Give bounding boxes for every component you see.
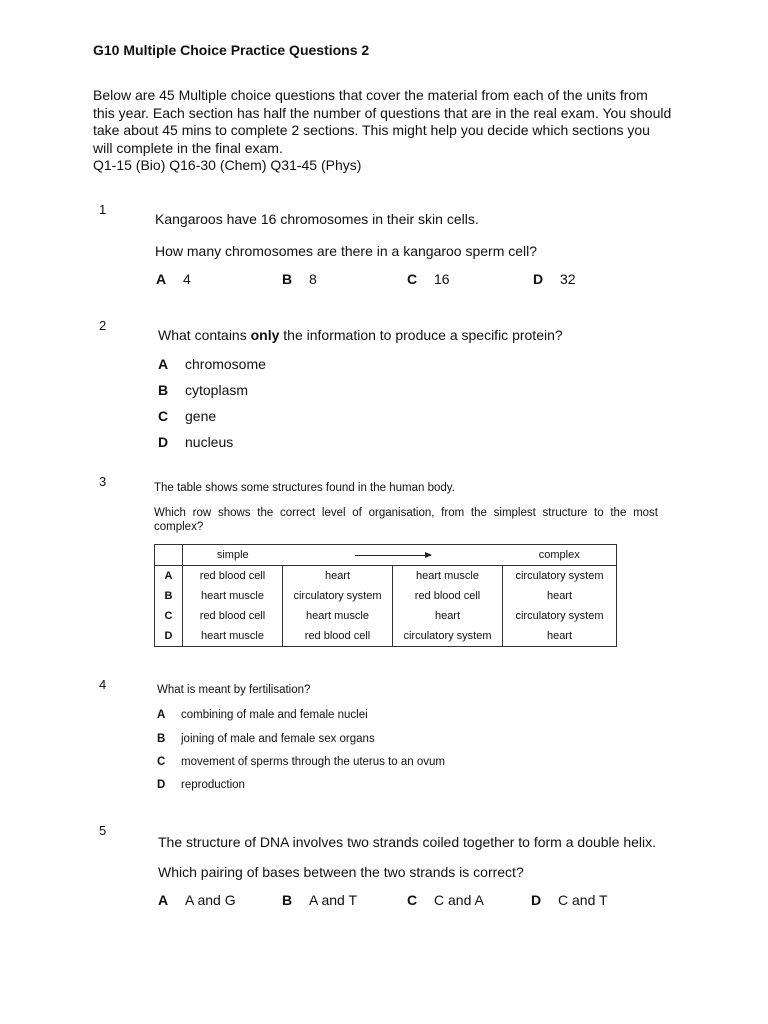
option-text: nucleus: [185, 434, 234, 450]
table-cell: circulatory system: [283, 586, 393, 606]
row-letter: D: [155, 626, 183, 647]
question-1-number: 1: [99, 202, 107, 217]
question-5-option-a[interactable]: [158, 892, 236, 908]
question-2-option-c[interactable]: [158, 408, 216, 424]
question-5-option-b[interactable]: [282, 892, 357, 908]
option-letter: B: [157, 733, 166, 745]
option-text: 32: [560, 271, 576, 287]
option-text: combining of male and female nuclei: [181, 709, 368, 721]
question-4-option-b[interactable]: [157, 733, 375, 745]
intro-text: [93, 87, 673, 175]
table-row-d[interactable]: [155, 626, 617, 647]
question-1-stem-line-1: Kangaroos have 16 chromosomes in their skin cells.: [155, 211, 479, 227]
option-text: movement of sperms through the uterus to an ovum: [181, 756, 445, 768]
stem-emphasis: only: [250, 327, 280, 343]
table-cell: red blood cell: [183, 606, 283, 626]
question-5-option-d[interactable]: [531, 892, 608, 908]
table-cell: circulatory system: [503, 606, 617, 626]
question-2-option-b[interactable]: [158, 382, 248, 398]
option-letter: D: [158, 434, 169, 450]
table-row-a[interactable]: [155, 566, 617, 587]
option-text: C and T: [558, 892, 608, 908]
question-3-stem: Which row shows the correct level of organisation, from the simplest structure to the most complex?: [154, 507, 658, 533]
table-header-simple: simple: [183, 545, 283, 566]
table-cell: heart muscle: [183, 626, 283, 647]
question-2-option-d[interactable]: [158, 434, 233, 450]
option-text: C and A: [434, 892, 484, 908]
option-letter: A: [158, 892, 169, 908]
table-header-blank: [155, 545, 183, 566]
option-letter: B: [282, 892, 293, 908]
table-cell: heart: [283, 566, 393, 587]
question-2-number: 2: [99, 318, 107, 333]
option-letter: C: [157, 756, 166, 768]
option-letter: C: [158, 408, 169, 424]
table-header-complex: complex: [503, 545, 617, 566]
question-5-stem-line-2: Which pairing of bases between the two strands is correct?: [158, 864, 524, 880]
table-cell: heart muscle: [283, 606, 393, 626]
option-letter: C: [407, 271, 418, 287]
row-letter: B: [155, 586, 183, 606]
option-letter: D: [531, 892, 542, 908]
question-4-stem: What is meant by fertilisation?: [157, 684, 311, 696]
option-text: A and G: [185, 892, 236, 908]
question-5-option-c[interactable]: [407, 892, 484, 908]
question-1-option-d[interactable]: [533, 271, 576, 287]
question-1-option-c[interactable]: [407, 271, 450, 287]
question-1-option-b[interactable]: [282, 271, 317, 287]
option-text: 4: [183, 271, 191, 287]
table-cell: heart muscle: [183, 586, 283, 606]
option-text: cytoplasm: [185, 382, 249, 398]
question-5-stem-line-1: The structure of DNA involves two strands coiled together to form a double helix.: [158, 834, 657, 850]
question-4-number: 4: [99, 677, 107, 692]
option-text: 8: [309, 271, 317, 287]
question-3-intro: The table shows some structures found in the human body.: [154, 482, 455, 494]
option-letter: A: [158, 356, 169, 372]
row-letter: A: [155, 566, 183, 587]
table-cell: heart: [503, 626, 617, 647]
option-letter: A: [156, 271, 167, 287]
option-letter: B: [158, 382, 169, 398]
table-header-row: [155, 545, 617, 566]
option-text: 16: [434, 271, 450, 287]
option-letter: D: [533, 271, 544, 287]
question-2-stem: [158, 327, 563, 343]
table-cell: heart: [393, 606, 503, 626]
option-text: reproduction: [181, 779, 245, 791]
option-text: chromosome: [185, 356, 266, 372]
option-text: A and T: [309, 892, 358, 908]
option-letter: C: [407, 892, 418, 908]
question-4-option-c[interactable]: [157, 756, 445, 768]
table-cell: circulatory system: [393, 626, 503, 647]
table-row-b[interactable]: [155, 586, 617, 606]
table-row-c[interactable]: [155, 606, 617, 626]
row-letter: C: [155, 606, 183, 626]
question-1-stem-line-2: How many chromosomes are there in a kangaroo sperm cell?: [155, 243, 538, 259]
option-letter: B: [282, 271, 293, 287]
organisation-table: [154, 544, 617, 647]
option-letter: D: [157, 779, 166, 791]
table-header-arrow: [283, 545, 503, 566]
question-5-number: 5: [99, 823, 107, 838]
table-cell: red blood cell: [393, 586, 503, 606]
section-breakdown: Q1-15 (Bio) Q16-30 (Chem) Q31-45 (Phys): [93, 157, 362, 173]
option-letter: A: [157, 709, 166, 721]
table-cell: red blood cell: [183, 566, 283, 587]
arrow-right-icon: [355, 555, 431, 556]
question-3-number: 3: [99, 474, 107, 489]
stem-part: the information to produce a specific protein?: [279, 327, 563, 343]
table-cell: red blood cell: [283, 626, 393, 647]
table-cell: heart: [503, 586, 617, 606]
table-cell: heart muscle: [393, 566, 503, 587]
document-title: G10 Multiple Choice Practice Questions 2: [93, 42, 370, 58]
table-cell: circulatory system: [503, 566, 617, 587]
option-text: gene: [185, 408, 217, 424]
stem-part: What contains: [158, 327, 251, 343]
question-1-option-a[interactable]: [156, 271, 191, 287]
question-4-option-d[interactable]: [157, 779, 245, 791]
question-4-option-a[interactable]: [157, 709, 368, 721]
intro-paragraph: Below are 45 Multiple choice questions that cover the material from each of the units from this year. Each section has half the number of questions that are in the real exam. You should take about 45 mins to complete 2 sections. This might help you decide which sections you will complete in the final exam.: [93, 87, 672, 156]
option-text: joining of male and female sex organs: [181, 733, 375, 745]
question-2-option-a[interactable]: [158, 356, 266, 372]
